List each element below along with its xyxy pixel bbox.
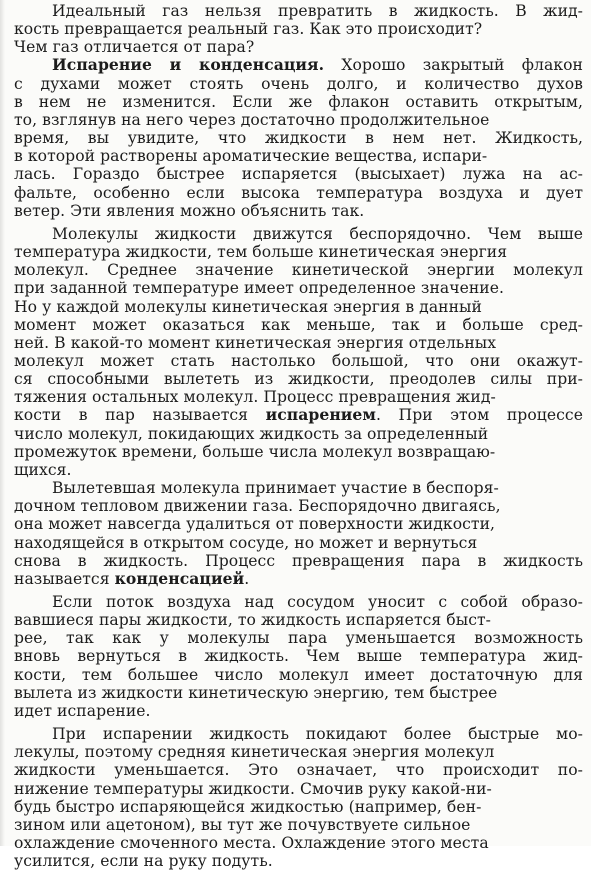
text-line: [14, 611, 583, 629]
text-run: вавшиеся пары жидкости, то жидкость испаряется быст-: [14, 611, 491, 630]
text-run: в которой растворены ароматические вещества, испари-: [14, 147, 488, 166]
text-run: момент может оказаться как меньше, так и больше сред-: [14, 315, 583, 334]
text-run: с духами может стоять очень долго, и количество духов: [14, 74, 583, 93]
paragraph-intro-questions: [14, 2, 583, 56]
text-run: она может навсегда удалиться от поверхности жидкости,: [14, 515, 496, 534]
text-run: . При этом процессе: [375, 406, 583, 425]
text-line: [14, 56, 583, 74]
text-run: .: [244, 569, 250, 588]
text-run: дочном тепловом движении газа. Беспорядочно двигаясь,: [14, 497, 501, 516]
text-run: будь быстро испаряющейся жидкостью (например, бен-: [14, 797, 482, 816]
text-line: [14, 443, 583, 461]
text-line: [14, 593, 583, 611]
text-run: ней. В какой-то момент кинетическая энергия отдельных: [14, 333, 497, 352]
text-line: [14, 629, 583, 647]
text-run: то, взглянув на него через достаточно продолжительное: [14, 110, 490, 129]
text-line: [14, 666, 583, 684]
text-run: При испарении жидкость покидают более быстрые мо-: [52, 725, 583, 744]
text-line: [14, 743, 583, 761]
text-run: жидкости уменьшается. Это означает, что происходит по-: [14, 761, 583, 780]
text-line: [14, 570, 583, 588]
text-line: [14, 129, 583, 147]
text-run: зином или ацетоном), вы тут же почувствуете сильное: [14, 815, 471, 834]
text-run: называется: [14, 569, 115, 588]
text-line: [14, 261, 583, 279]
text-run: Молекулы жидкости движутся беспорядочно. Чем выше: [52, 224, 583, 243]
text-line: [14, 316, 583, 334]
text-run: усилится, если на руку подуть.: [14, 852, 273, 870]
text-line: [14, 479, 583, 497]
text-run: нижение температуры жидкости. Смочив руку какой-ни-: [14, 779, 492, 798]
text-line: [14, 370, 583, 388]
text-line: [14, 279, 583, 297]
text-line: [14, 852, 583, 870]
text-run: молекул. Среднее значение кинетической энергии молекул: [14, 261, 583, 280]
paragraph-condensation-definition: [14, 479, 583, 588]
text-line: [14, 725, 583, 743]
text-run: при заданной температуре имеет определенное значение.: [14, 279, 505, 298]
text-run: снова в жидкость. Процесс превращения пара в жидкость: [14, 551, 583, 570]
text-line: [14, 202, 583, 220]
text-run: промежуток времени, больше числа молекул возвращаю-: [14, 442, 496, 461]
text-line: [14, 38, 583, 56]
text-line: [14, 165, 583, 183]
text-line: [14, 93, 583, 111]
text-line: [14, 834, 583, 852]
text-line: [14, 798, 583, 816]
text-run: охлаждение смоченного места. Охлаждение этого места: [14, 834, 489, 853]
text-run: температура жидкости, тем больше кинетическая энергия: [14, 243, 508, 262]
text-line: [14, 425, 583, 443]
bold-term: конденсацией: [114, 568, 245, 588]
text-line: [14, 497, 583, 515]
text-line: [14, 647, 583, 665]
text-run: щихся.: [14, 460, 72, 479]
text-run: Хорошо закрытый флакон: [324, 56, 583, 75]
text-line: [14, 243, 583, 261]
text-line: [14, 298, 583, 316]
text-run: кость превращается реальный газ. Как это происходит?: [14, 20, 483, 39]
text-run: молекул может стать настолько большой, что они окажут-: [14, 351, 583, 370]
text-line: [14, 225, 583, 243]
bold-term: испарением: [265, 405, 376, 425]
bold-term: Испарение и конденсация.: [52, 55, 325, 75]
text-run: Если поток воздуха над сосудом уносит с собой образо-: [52, 593, 583, 611]
paragraph-cooling-effect: [14, 720, 583, 870]
text-run: вылета из жидкости кинетическую энергию, тем быстрее: [14, 683, 498, 702]
text-run: число молекул, покидающих жидкость за определенный: [14, 424, 489, 443]
paragraph-air-flow: [14, 588, 583, 720]
text-run: лекулы, поэтому средняя кинетическая энергия молекул: [14, 743, 495, 762]
text-run: Идеальный газ нельзя превратить в жидкость. В жид-: [52, 2, 583, 20]
text-run: кости, тем большее число молекул имеет достаточную для: [14, 665, 583, 684]
paragraph-evaporation-condensation: [14, 56, 583, 219]
text-line: [14, 352, 583, 370]
text-line: [14, 20, 583, 38]
text-line: [14, 147, 583, 165]
text-run: рее, так как у молекулы пара уменьшается возможность: [14, 629, 583, 648]
text-run: ветер. Эти явления можно объяснить так.: [14, 201, 365, 220]
text-run: ся способными вылететь из жидкости, преодолев силы при-: [14, 370, 583, 389]
text-line: [14, 334, 583, 352]
text-line: [14, 388, 583, 406]
text-line: [14, 406, 583, 424]
paragraph-molecular-motion: [14, 220, 583, 479]
text-run: кости в пар называется: [14, 406, 266, 425]
text-line: [14, 461, 583, 479]
text-line: [14, 816, 583, 834]
text-line: [14, 111, 583, 129]
text-run: Чем газ отличается от пара?: [14, 38, 255, 57]
text-line: [14, 534, 583, 552]
text-run: в нем не изменится. Если же флакон оставить открытым,: [14, 92, 583, 111]
text-line: [14, 702, 583, 720]
text-run: идет испарение.: [14, 701, 151, 720]
text-line: [14, 761, 583, 779]
text-run: вновь вернуться в жидкость. Чем выше температура жид-: [14, 647, 583, 666]
text-run: фальте, особенно если высока температура воздуха и дует: [14, 183, 583, 202]
text-line: [14, 2, 583, 20]
text-line: [14, 552, 583, 570]
text-run: Но у каждой молекулы кинетическая энергия в данный: [14, 297, 482, 316]
text-line: [14, 184, 583, 202]
text-line: [14, 780, 583, 798]
text-line: [14, 75, 583, 93]
text-line: [14, 515, 583, 533]
text-run: находящейся в открытом сосуде, но может и вернуться: [14, 533, 478, 552]
text-run: время, вы увидите, что жидкости в нем нет. Жидкость,: [14, 129, 583, 148]
text-line: [14, 684, 583, 702]
text-run: тяжения остальных молекул. Процесс превращения жид-: [14, 388, 496, 407]
text-run: Вылетевшая молекула принимает участие в беспоря-: [52, 479, 499, 498]
text-run: лась. Гораздо быстрее испаряется (высыхает) лужа на ас-: [14, 165, 583, 184]
